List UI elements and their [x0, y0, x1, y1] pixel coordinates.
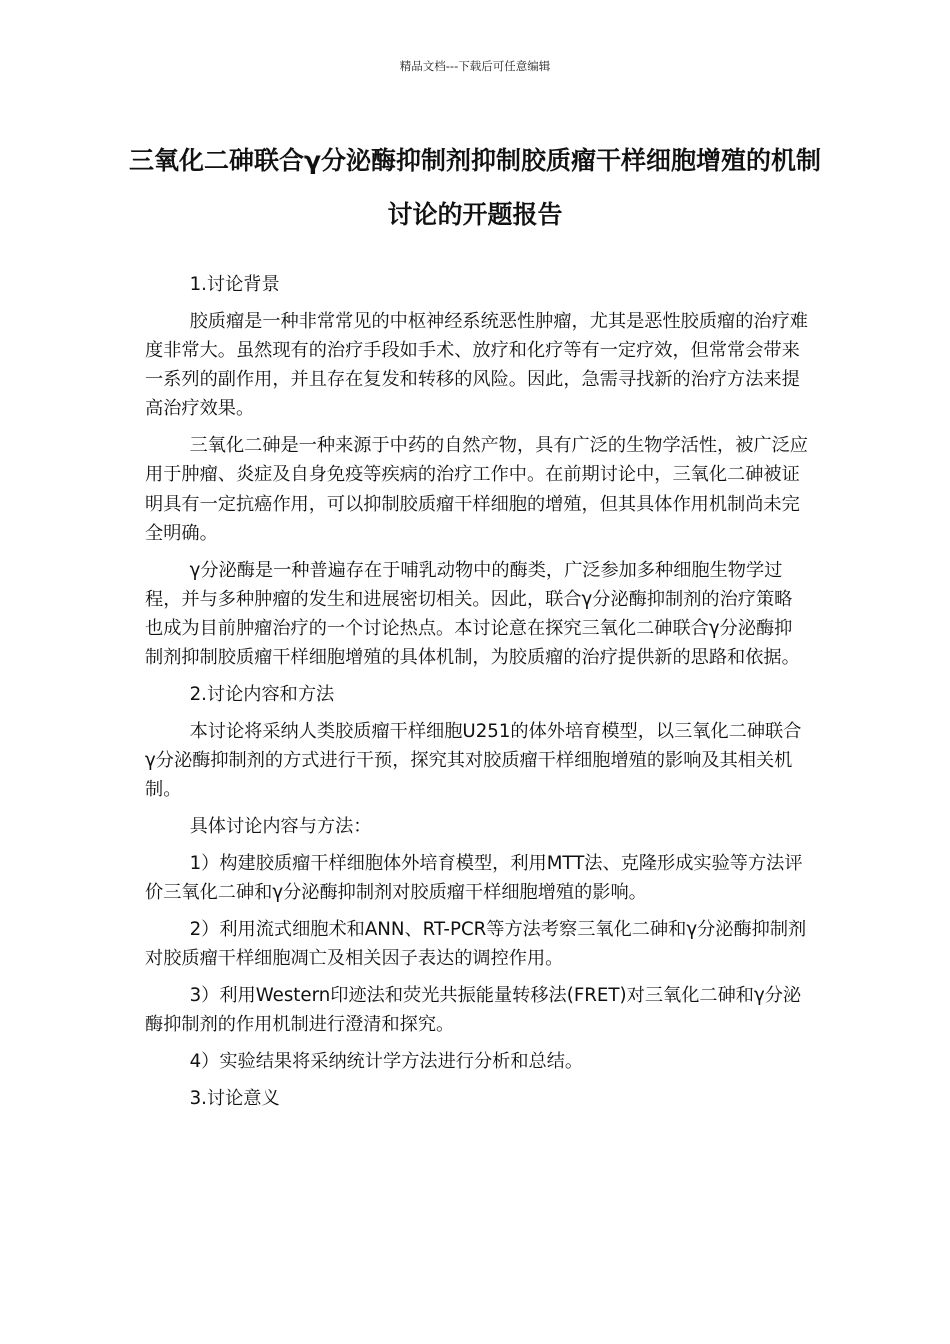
list-item: 3）利用Western印迹法和荧光共振能量转移法(FRET)对三氧化二砷和γ分泌酶抑制剂的作用机制进行澄清和探究。: [145, 984, 802, 1036]
section-heading-methods: 2.讨论内容和方法: [189, 684, 335, 706]
paragraph: 胶质瘤是一种非常常见的中枢神经系统恶性肿瘤，尤其是恶性胶质瘤的治疗难度非常大。虽然现有的治疗手段如手术、放疗和化疗等有一定疗效，但常常会带来一系列的副作用，并且存在复发和转移的风险。因此，急需寻找新的治疗方法来提高治疗效果。: [145, 310, 808, 420]
document-title: 三氧化二砷联合γ分泌酶抑制剂抑制胶质瘤干样细胞增殖的机制讨论的开题报告: [128, 146, 822, 229]
section-heading-background: 1.讨论背景: [189, 274, 280, 295]
document-body: [145, 270, 810, 1120]
list-item: 1）构建胶质瘤干样细胞体外培育模型，利用MTT法、克隆形成实验等方法评价三氧化二砷和γ分泌酶抑制剂对胶质瘤干样细胞增殖的影响。: [145, 852, 803, 904]
section-heading-significance: 3.讨论意义: [189, 1087, 280, 1109]
paragraph: γ分泌酶是一种普遍存在于哺乳动物中的酶类，广泛参加多种细胞生物学过程，并与多种肿瘤的发生和进展密切相关。因此，联合γ分泌酶抑制剂的治疗策略也成为目前肿瘤治疗的一个讨论热点。本讨论意在探究三氧化二砷联合γ分泌酶抑制剂抑制胶质瘤干样细胞增殖的具体机制，为胶质瘤的治疗提供新的思路和依据。: [145, 559, 800, 669]
paragraph: 本讨论将采纳人类胶质瘤干样细胞U251的体外培育模型，以三氧化二砷联合γ分泌酶抑制剂的方式进行干预，探究其对胶质瘤干样细胞增殖的影响及其相关机制。: [145, 720, 802, 801]
paragraph: 具体讨论内容与方法：: [189, 816, 372, 838]
list-item: 4）实验结果将采纳统计学方法进行分析和总结。: [189, 1050, 584, 1072]
paragraph: 三氧化二砷是一种来源于中药的自然产物，具有广泛的生物学活性，被广泛应用于肿瘤、炎症及自身免疫等疾病的治疗工作中。在前期讨论中，三氧化二砷被证明具有一定抗癌作用，可以抑制胶质瘤干样细胞的增殖，但其具体作用机制尚未完全明确。: [145, 435, 808, 544]
list-item: 2）利用流式细胞术和ANN、RT-PCR等方法考察三氧化二砷和γ分泌酶抑制剂对胶质瘤干样细胞凋亡及相关因子表达的调控作用。: [145, 918, 807, 970]
header-note: 精品文档---下载后可任意编辑: [399, 59, 551, 73]
